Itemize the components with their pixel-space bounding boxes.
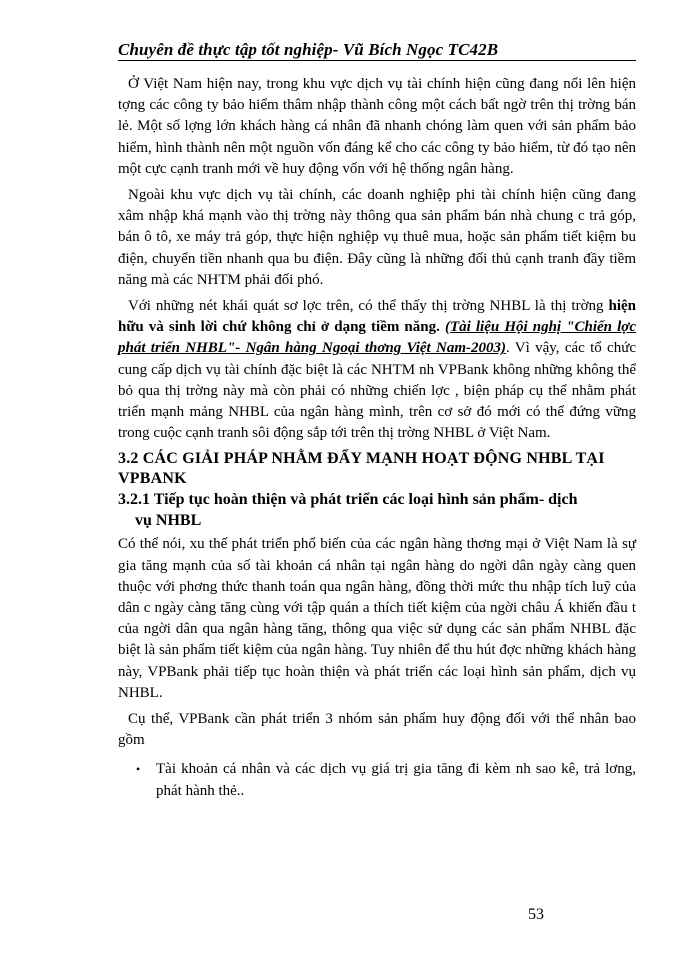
- header-rule: [118, 60, 636, 61]
- paragraph-product-groups: Cụ thể, VPBank cần phát triển 3 nhóm sản phẩm huy động đối với thể nhân bao gồm: [118, 711, 636, 749]
- paragraph-insurance-competition: Ở Việt Nam hiện nay, trong khu vực dịch vụ tài chính hiện cũng đang nổi lên hiện tợng các công ty bảo hiểm thâm nhập thành công một cách bất ngờ trên thị trờng bán lẻ. Một số lợng lớn khách hàng cá nhân đã nhanh chóng làm quen với sản phẩm bảo hiểm, hình thành nên một nguồn vốn đáng kể cho các công ty bảo hiểm, từ đó tạo nên một cực cạnh tranh mới về huy động vốn với hệ thống ngân hàng.: [118, 76, 636, 177]
- bullet-icon: •: [136, 762, 141, 777]
- paragraph-text: . Vì vậy, các tổ chức cung cấp dịch vụ tài chính đặc biệt là các NHTM nh VPBank không những không thể bỏ qua thị trờng này mà còn phải có những chiến lợc , biện pháp cụ thể nhằm phát triển mạnh mảng NHBL của ngân hàng mình, trên cơ sở đó mới có thể đứng vững trong cuộc cạnh tranh sôi động sắp tới trên thị trờng NHBL ở Việt Nam.: [118, 340, 637, 442]
- paragraph-market-overview: [118, 296, 636, 444]
- bullet-list: [118, 759, 636, 801]
- bold-phrase: hiện hữu và sinh lời chứ không chỉ ở dạng tiềm năng.: [118, 298, 636, 336]
- citation: (Tài liệu Hội nghị "Chiến lợc phát triển NHBL"- Ngân hàng Ngoại thơng Việt Nam-2003): [118, 319, 636, 357]
- page-number: 53: [528, 906, 544, 923]
- subsection-heading-line: 3.2.1 Tiếp tục hoàn thiện và phát triển các loại hình sản phẩm- dịch: [118, 491, 578, 509]
- list-item: [118, 759, 636, 801]
- paragraph-text: Với những nét khái quát sơ lợc trên, có thể thấy thị trờng NHBL là thị trờng: [128, 298, 609, 315]
- paragraph-nonfinancial-competition: Ngoài khu vực dịch vụ tài chính, các doanh nghiệp phi tài chính hiện cũng đang xâm nhập khá mạnh vào thị trờng này thông qua sản phẩm bán nhà chung c trả góp, bán ô tô, xe máy trả góp, thực hiện nghiệp vụ thuê mua, hoặc sản phẩm tiết kiệm bu điện, chuyển tiền nhanh qua bu điện. Đây cũng là những đối thủ cạnh tranh đầy tiềm năng mà các NHTM phải đối phó.: [118, 187, 636, 288]
- section-heading: 3.2 CÁC GIẢI PHÁP NHẰM ĐẨY MẠNH HOẠT ĐỘNG NHBL TẠI VPBANK: [118, 450, 605, 488]
- list-item-text: Tài khoản cá nhân và các dịch vụ giá trị gia tăng đi kèm nh sao kê, trả lơng, phát hành thẻ..: [156, 761, 636, 799]
- subsection-heading: [118, 489, 636, 531]
- running-header: Chuyên đề thực tập tốt nghiệp- Vũ Bích Ngọc TC42B: [118, 40, 499, 59]
- subsection-heading-line: vụ NHBL: [135, 512, 202, 530]
- page-body: [118, 74, 636, 802]
- paragraph-trend: Có thể nói, xu thế phát triển phổ biến của các ngân hàng thơng mại ở Việt Nam là sự gia tăng mạnh của số tài khoản cá nhân tại ngân hàng do ngời dân ngày càng quen thuộc với phơng thức thanh toán qua ngân hàng, đồng thời mức thu nhập tích luỹ của dân c ngày càng tăng cùng với tập quán a thích tiết kiệm của ngời châu Á khiến đầu t của ngời dân qua ngân hàng tăng, thông qua việc sử dụng các sản phẩm NHBL đặc biệt là sản phẩm tiết kiệm của ngân hàng. Tuy nhiên để thu hút đợc những khách hàng này, VPBank phải tiếp tục hoàn thiện và phát triển các loại hình sản phẩm, dịch vụ NHBL.: [118, 536, 636, 701]
